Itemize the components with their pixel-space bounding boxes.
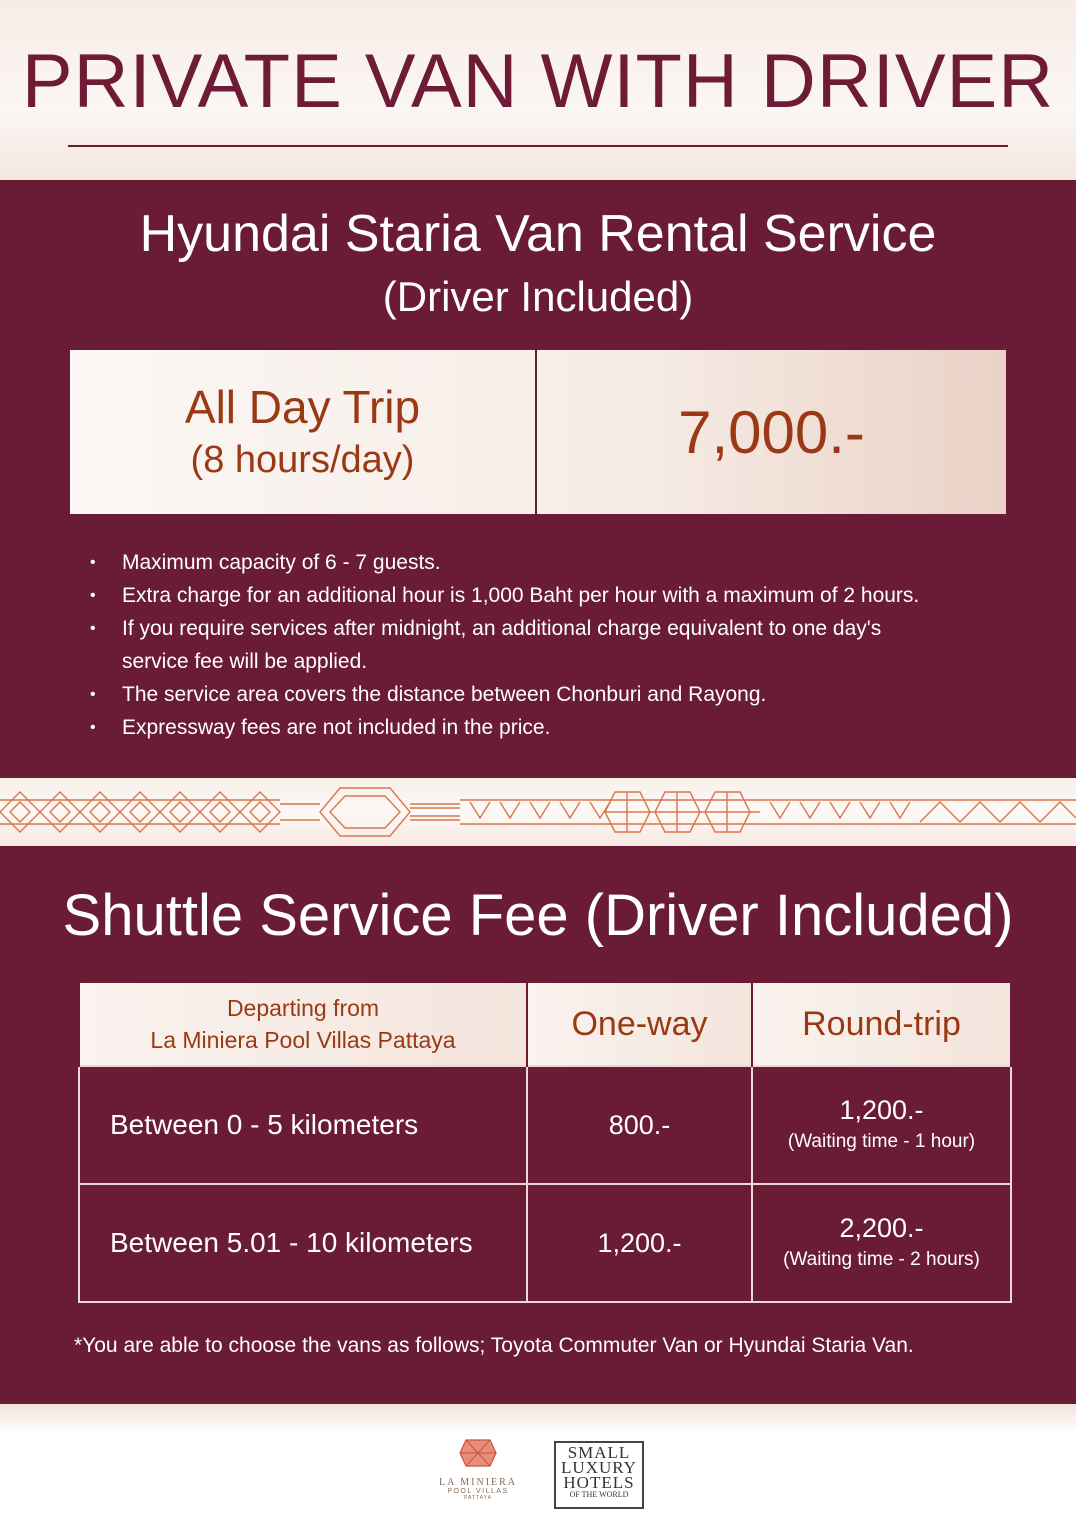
distance-cell: Between 0 - 5 kilometers [79,1066,527,1184]
slh-logo [554,1441,644,1509]
waiting-time: (Waiting time - 1 hour) [787,1131,976,1152]
price-box [70,350,1006,514]
round-trip-header: Round-trip [752,982,1011,1066]
departing-header-line1: Departing from [226,995,380,1021]
table-row [79,1184,1011,1302]
table-header-row [79,982,1011,1066]
slh-line1: SMALL [567,1443,631,1462]
round-trip-cell [752,1066,1011,1184]
gem-icon [458,1438,498,1468]
shuttle-fee-table [78,981,1012,1303]
slh-line2: LUXURY [561,1458,637,1477]
van-options-footnote: *You are able to choose the vans as follows; Toyota Commuter Van or Hyundai Staria Van. [74,1334,914,1357]
one-way-price: 1,200.- [527,1184,752,1302]
logo-name: LA MINIERA [438,1477,518,1488]
title-divider [68,145,1008,147]
departing-header [79,982,527,1066]
departing-header-line2: La Miniera Pool Villas Pattaya [150,1027,456,1053]
slh-line3: HOTELS [563,1473,635,1492]
note-item: • The service area covers the distance between Chonburi and Rayong. [86,678,1046,711]
table-row [79,1066,1011,1184]
round-trip-cell [752,1184,1011,1302]
shuttle-title: Shuttle Service Fee (Driver Included) [62,883,1014,948]
rental-notes [86,546,1046,744]
note-item: • Maximum capacity of 6 - 7 guests. [86,546,1046,579]
package-duration: (8 hours/day) [190,439,415,481]
note-item-continued [86,645,1046,678]
note-item: • If you require services after midnight, an additional charge equivalent to one day's [86,612,1046,645]
distance-cell: Between 5.01 - 10 kilometers [79,1184,527,1302]
logo-subname: POOL VILLAS [447,1488,509,1495]
rental-subtitle: (Driver Included) [382,273,694,320]
rental-title: Hyundai Staria Van Rental Service [139,205,937,263]
page-title: PRIVATE VAN WITH DRIVER [21,39,1055,124]
one-way-price: 800.- [527,1066,752,1184]
note-continuation: service fee will be applied. [122,650,368,673]
ornament-band [0,778,1076,846]
ornament-pattern [0,778,1076,846]
la-miniera-logo [428,1438,528,1501]
waiting-time: (Waiting time - 2 hours) [783,1249,980,1270]
one-way-header: One-way [527,982,752,1066]
note-item: • Expressway fees are not included in the price. [86,711,1046,744]
note-item: • Extra charge for an additional hour is 1,000 Baht per hour with a maximum of 2 hours. [86,579,1046,612]
footer-band [0,1404,1076,1522]
round-trip-price: 1,200.- [839,1095,924,1125]
round-trip-price: 2,200.- [839,1213,924,1243]
package-price: 7,000.- [678,398,865,466]
package-name: All Day Trip [184,381,421,433]
slh-line4: OF THE WORLD [569,1490,629,1499]
logo-city: PATTAYA [464,1495,492,1501]
package-cell [70,350,537,514]
